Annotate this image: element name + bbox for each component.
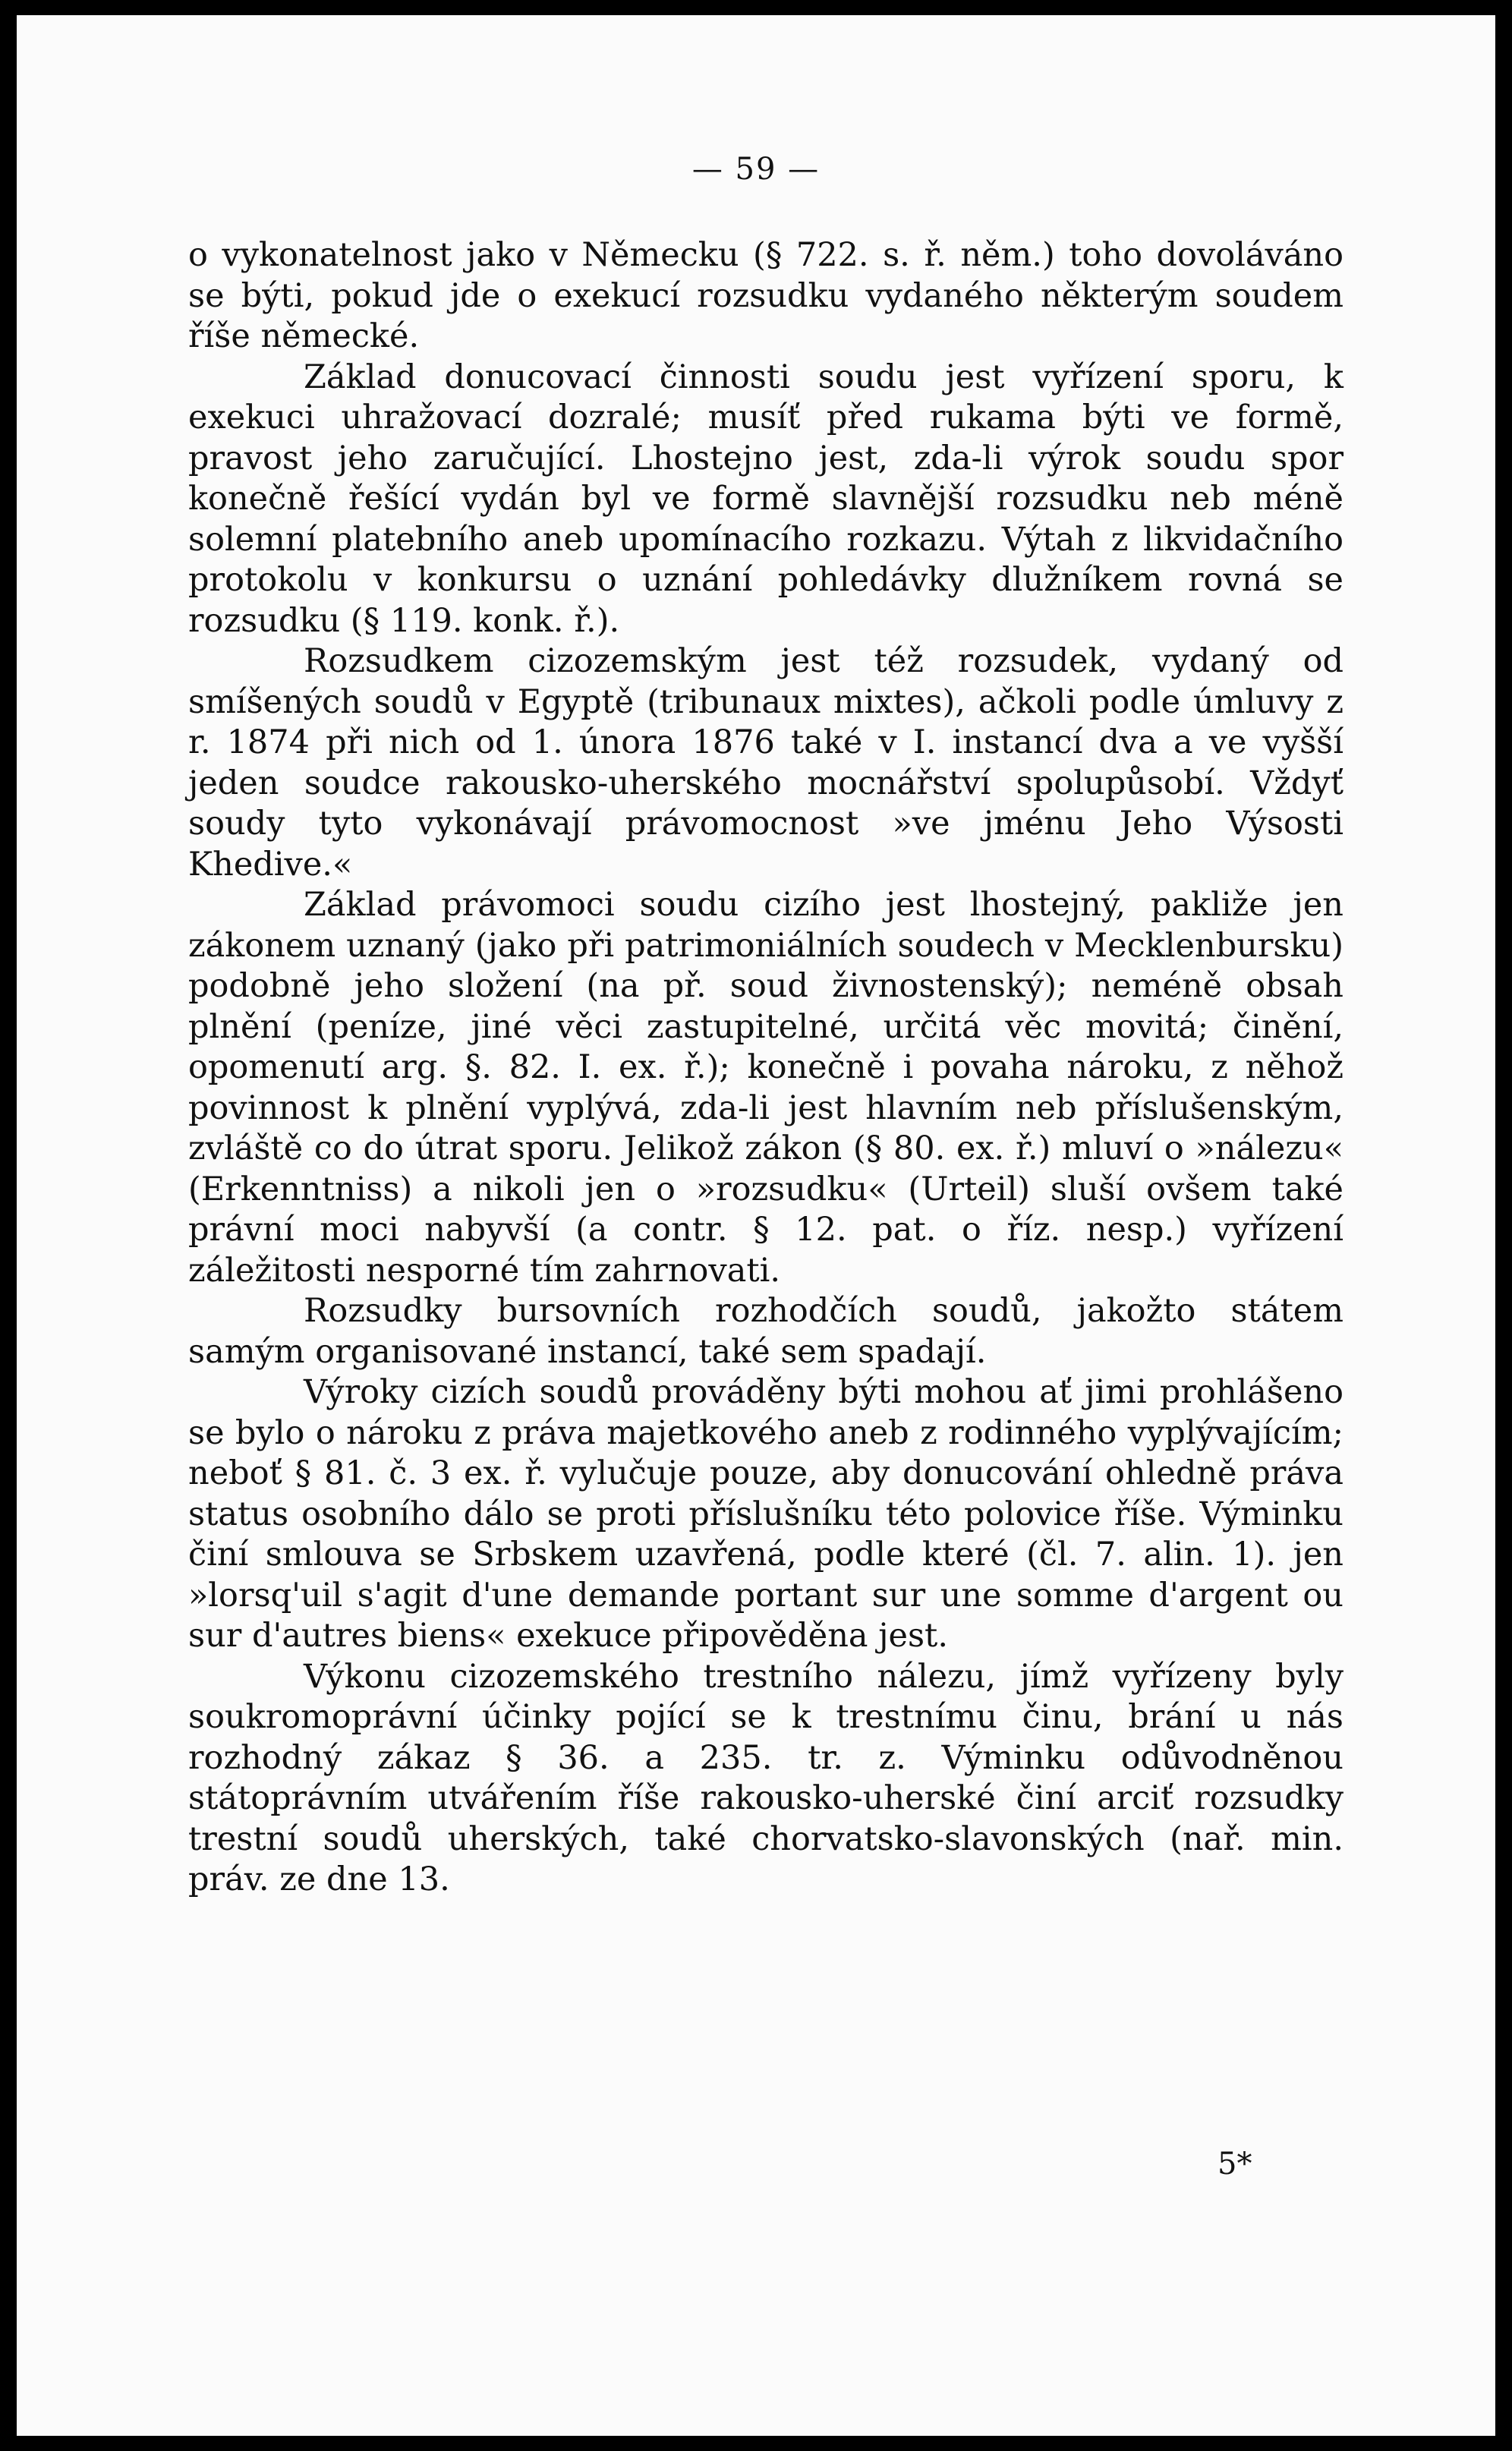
paragraph-zaklad-donucovaci: Základ donucovací činnosti soudu jest vyřízení sporu, k exekuci uhražovací dozralé; musíť před rukama býti ve formě, pravost jeho zaručující. Lhostejno jest, zda-li výrok soudu spor konečně řešící vydán byl ve formě slavnější rozsudku neb méně solemní platebního aneb upomínacího rozkazu. Výtah z likvidačního protokolu v konkursu o uznání pohledávky dlužníkem rovná se rozsudku (§ 119. konk. ř.). xyxy=(188,358,1343,640)
paragraph-continuation: o vykonatelnost jako v Německu (§ 722. s. ř. něm.) toho dovoláváno se býti, pokud jde o exekucí rozsudku vydaného některým soudem říše německé. xyxy=(188,236,1343,355)
document-page xyxy=(17,15,1495,2436)
page-number: — 59 — xyxy=(691,152,821,187)
paragraph-rozsudky-bursovnich: Rozsudky bursovních rozhodčích soudů, jakožto státem samým organisované instancí, také sem spadají. xyxy=(188,1292,1343,1371)
paragraph-zaklad-pravomoci: Základ právomoci soudu cizího jest lhostejný, pakliže jen zákonem uznaný (jako při patrimoniálních soudech v Mecklenbursku) podobně jeho složení (na př. soud živnostenský); neméně obsah plnění (peníze, jiné věci zastupitelné, určitá věc movitá; činění, opomenutí arg. §. 82. I. ex. ř.); konečně i povaha nároku, z něhož povinnost k plnění vyplývá, zda-li jest hlavním neb příslušenským, zvláště co do útrat sporu. Jelikož zákon (§ 80. ex. ř.) mluví o »nálezu« (Erkenntniss) a nikoli jen o »rozsudku« (Urteil) sluší ovšem také právní moci nabyvší (a contr. § 12. pat. o říz. nesp.) vyřízení záležitosti nesporné tím zahrnovati. xyxy=(188,886,1343,1290)
paragraph-rozsudkem-cizozemskym: Rozsudkem cizozemským jest též rozsudek, vydaný od smíšených soudů v Egyptě (tribunaux mixtes), ačkoli podle úmluvy z r. 1874 při nich od 1. února 1876 také v I. instancí dva a ve vyšší jeden soudce rakousko-uherského mocnářství spolupůsobí. Vždyť soudy tyto vykonávají právomocnost »ve jménu Jeho Výsosti Khedive.« xyxy=(188,642,1343,884)
paragraph-vyroky-cizich: Výroky cizích soudů prováděny býti mohou ať jimi prohlášeno se bylo o nároku z práva majetkového aneb z rodinného vyplývajícím; neboť § 81. č. 3 ex. ř. vylučuje pouze, aby donucování ohledně práva status osobního dálo se proti příslušníku této polovice říše. Výminku činí smlouva se Srbskem uzavřená, podle které (čl. 7. alin. 1). jen »lorsq'uil s'agit d'une demande portant sur une somme d'argent ou sur d'autres biens« exekuce připověděna jest. xyxy=(188,1373,1343,1655)
signature-mark: 5* xyxy=(1217,2147,1252,2182)
paragraph-vykonu-cizozemskeho: Výkonu cizozemského trestního nálezu, jímž vyřízeny byly soukromoprávní účinky pojící se k trestnímu činu, brání u nás rozhodný zákaz § 36. a 235. tr. z. Výminku odůvodněnou státoprávním utvářením říše rakousko-uherské činí arciť rozsudky trestní soudů uherských, také chorvatsko-slavonských (nař. min. práv. ze dne 13. xyxy=(188,1657,1343,1898)
body-text xyxy=(188,235,1343,1901)
